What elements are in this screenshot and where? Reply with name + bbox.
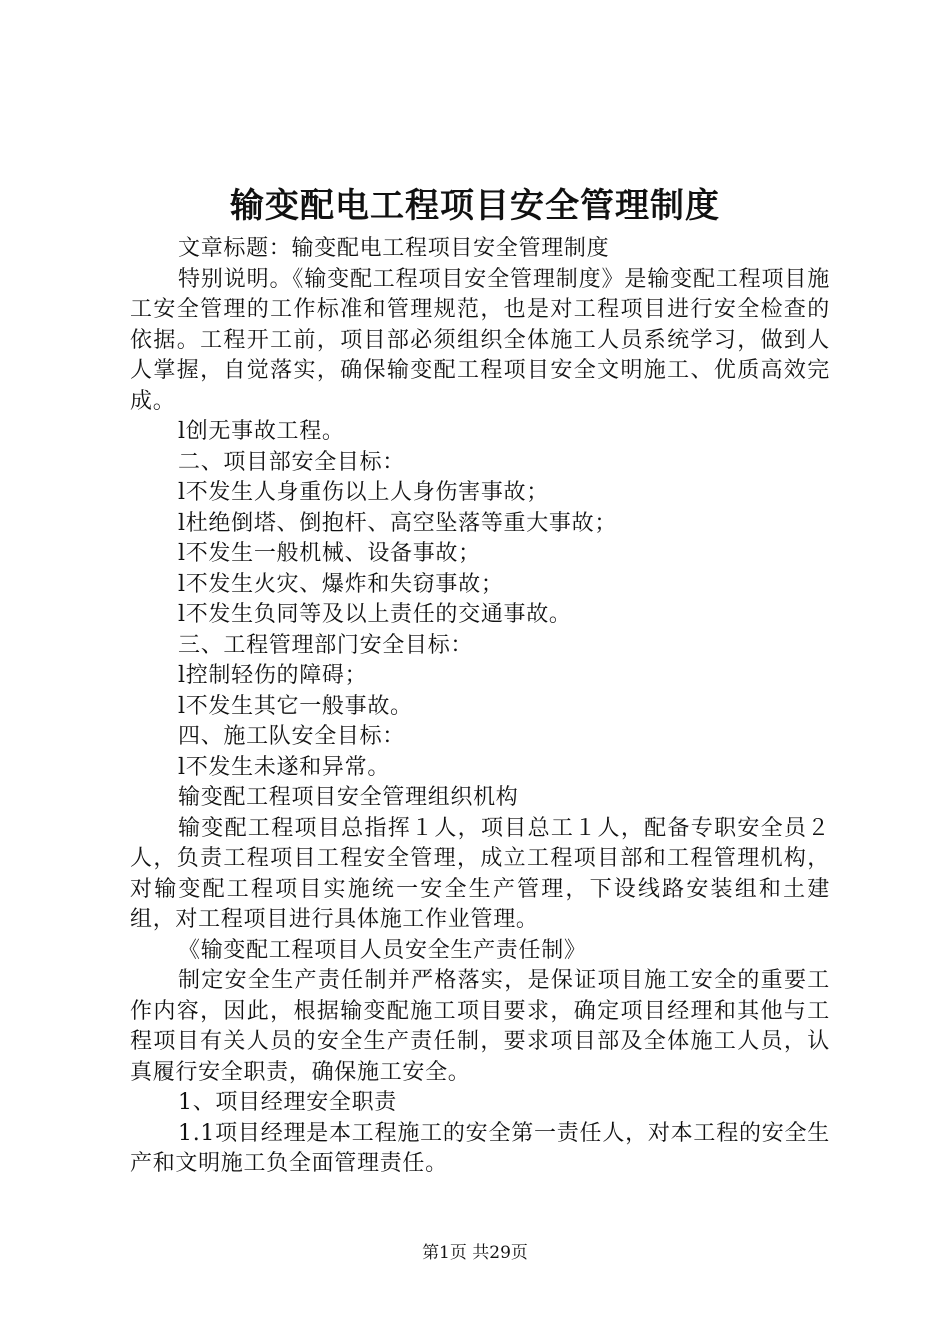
- list-item: l控制轻伤的障碍；: [178, 663, 368, 688]
- article-title-line: 文章标题：输变配电工程项目安全管理制度: [178, 236, 610, 261]
- list-item: l不发生火灾、爆炸和失窃事故；: [178, 571, 504, 597]
- section-heading: 1、项目经理安全职责: [178, 1090, 397, 1115]
- page-number: 第1页 共29页: [422, 1243, 528, 1263]
- section-heading: 三、工程管理部门安全目标：: [178, 632, 474, 658]
- section-heading: 二、项目部安全目标：: [178, 449, 406, 475]
- list-item: l不发生未遂和异常。: [178, 754, 391, 780]
- section-heading: 《输变配工程项目人员安全生产责任制》: [178, 937, 587, 963]
- duty-paragraph: 1.1项目经理是本工程施工的安全第一责任人，对本工程的安全生产和文明施工负全面管理责任。: [130, 1120, 830, 1176]
- list-item: l不发生一般机械、设备事故；: [178, 541, 481, 566]
- list-item: l不发生负同等及以上责任的交通事故。: [178, 602, 572, 627]
- responsibility-paragraph: 制定安全生产责任制并严格落实，是保证项目施工安全的重要工作内容，因此，根据输变配施工项目要求，确定项目经理和其他与工程项目有关人员的安全生产责任制，要求项目部及全体施工人员，认真履行安全职责，确保施工安全。: [130, 968, 830, 1085]
- intro-paragraph: 特别说明。《输变配工程项目安全管理制度》是输变配工程项目施工安全管理的工作标准和管理规范，也是对工程项目进行安全检查的依据。工程开工前，项目部必须组织全体施工人员系统学习，做到人人掌握，自觉落实，确保输变配工程项目安全文明施工、优质高效完成。: [130, 266, 830, 414]
- list-item: l创无事故工程。: [178, 419, 345, 444]
- list-item: l不发生人身重伤以上人身伤害事故；: [178, 480, 549, 505]
- document-title: 输变配电工程项目安全管理制度: [230, 186, 720, 226]
- document-body: [130, 234, 830, 1180]
- organization-paragraph: 输变配工程项目总指挥１人，项目总工１人，配备专职安全员２人，负责工程项目工程安全管理，成立工程项目部和工程管理机构，对输变配工程项目实施统一安全生产管理，下设线路安装组和土建组，对工程项目进行具体施工作业管理。: [130, 815, 830, 932]
- list-item: l杜绝倒塔、倒抱杆、高空坠落等重大事故；: [178, 510, 618, 536]
- list-item: l不发生其它一般事故。: [178, 693, 413, 719]
- section-heading: 输变配工程项目安全管理组织机构: [178, 785, 519, 810]
- section-heading: 四、施工队安全目标：: [178, 724, 406, 749]
